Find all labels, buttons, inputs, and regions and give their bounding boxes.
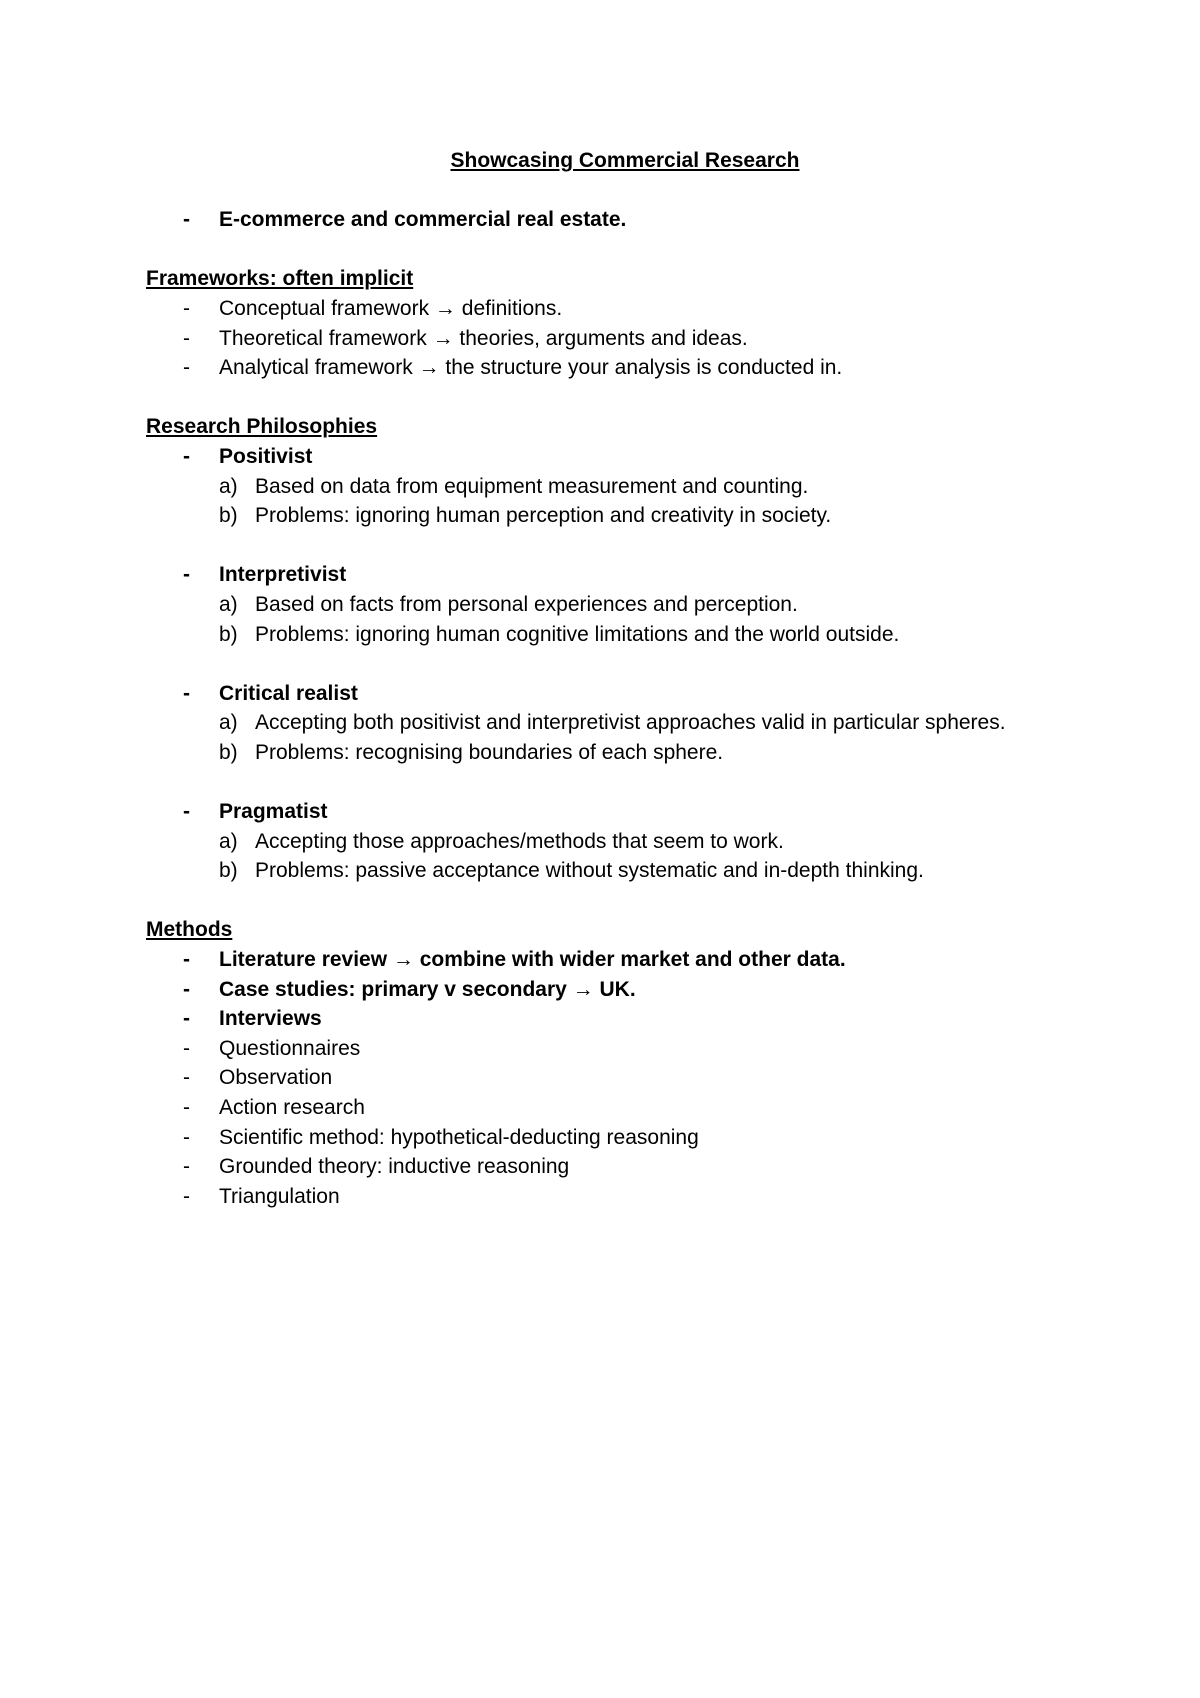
dash-marker: -: [183, 1155, 190, 1179]
methods-list: [146, 945, 1106, 1211]
philosophy-name: [146, 442, 1106, 472]
dash-marker: -: [183, 977, 190, 1001]
philosophy-name-text: Critical realist: [219, 681, 358, 705]
philosophy-point: [146, 827, 1106, 857]
point-text: Problems: passive acceptance without systematic and in-depth thinking.: [255, 859, 924, 883]
point-text: Accepting both positivist and interpretivist approaches valid in particular spheres.: [255, 711, 1006, 735]
intro-item-text: E-commerce and commercial real estate.: [219, 208, 627, 232]
point-marker: a): [219, 474, 238, 498]
method-item: [146, 1063, 1106, 1093]
dash-marker: -: [183, 296, 190, 320]
point-text: Based on facts from personal experiences and perception.: [255, 592, 798, 616]
method-item: [146, 1093, 1106, 1123]
dash-marker: -: [183, 1184, 190, 1208]
point-text: Problems: ignoring human perception and creativity in society.: [255, 504, 832, 528]
philosophies-list: [146, 442, 1106, 916]
method-item-text: Scientific method: hypothetical-deducting reasoning: [219, 1125, 699, 1149]
spacer: [146, 235, 1106, 265]
method-item-text: Action research: [219, 1096, 365, 1119]
philosophy-name: [146, 797, 1106, 827]
point-text: Problems: recognising boundaries of each sphere.: [255, 740, 724, 764]
frameworks-heading: Frameworks: often implicit: [146, 267, 414, 291]
philosophy-name: [146, 679, 1106, 709]
framework-item: [146, 324, 1106, 354]
dash-marker: -: [183, 800, 190, 824]
dash-marker: -: [183, 1036, 190, 1060]
framework-item: [146, 353, 1106, 383]
philosophy-name-text: Interpretivist: [219, 563, 347, 587]
dash-marker: -: [183, 356, 190, 380]
spacer: [146, 531, 1106, 561]
framework-item-text: Analytical framework → the structure your analysis is conducted in.: [219, 356, 843, 380]
point-marker: a): [219, 592, 238, 616]
intro-item: [146, 205, 1106, 235]
framework-item-text: Theoretical framework → theories, arguments and ideas.: [219, 326, 748, 350]
method-item: [146, 1152, 1106, 1182]
philosophy-point: [146, 708, 1106, 738]
point-marker: a): [219, 829, 238, 853]
philosophy-name-text: Pragmatist: [219, 800, 328, 824]
point-marker: b): [219, 622, 238, 646]
point-marker: a): [219, 711, 238, 735]
method-item: [146, 1182, 1106, 1212]
dash-marker: -: [183, 208, 190, 232]
philosophy-point: [146, 501, 1106, 531]
spacer: [146, 767, 1106, 797]
method-item-text: Observation: [219, 1066, 333, 1090]
point-marker: b): [219, 504, 238, 528]
point-marker: b): [219, 859, 238, 883]
dash-marker: -: [183, 1096, 190, 1119]
method-item: [146, 975, 1106, 1005]
method-item-text: Triangulation: [219, 1184, 340, 1208]
document-body: [146, 146, 1106, 1211]
spacer: [146, 176, 1106, 206]
philosophy-point: [146, 472, 1106, 502]
dash-marker: -: [183, 326, 190, 350]
method-item: [146, 1004, 1106, 1034]
philosophies-heading: Research Philosophies: [146, 415, 378, 439]
philosophy-point: [146, 856, 1106, 886]
philosophy-point: [146, 738, 1106, 768]
philosophy-name-text: Positivist: [219, 444, 313, 468]
method-item-text: Case studies: primary v secondary → UK.: [219, 977, 636, 1001]
method-item: [146, 1123, 1106, 1153]
method-item-text: Literature review → combine with wider market and other data.: [219, 948, 846, 972]
method-item-text: Questionnaires: [219, 1036, 361, 1060]
dash-marker: -: [183, 444, 190, 468]
dash-marker: -: [183, 1066, 190, 1090]
philosophy-name: [146, 560, 1106, 590]
spacer: [146, 886, 1106, 916]
point-text: Problems: ignoring human cognitive limitations and the world outside.: [255, 622, 900, 646]
document-title: Showcasing Commercial Research: [450, 149, 800, 172]
dash-marker: -: [183, 948, 190, 972]
method-item-text: Grounded theory: inductive reasoning: [219, 1155, 570, 1179]
frameworks-list: [146, 294, 1106, 383]
dash-marker: -: [183, 1007, 190, 1031]
point-text: Based on data from equipment measurement and counting.: [255, 474, 809, 498]
framework-item-text: Conceptual framework → definitions.: [219, 296, 563, 320]
philosophy-point: [146, 590, 1106, 620]
spacer: [146, 649, 1106, 679]
method-item: [146, 945, 1106, 975]
philosophy-point: [146, 620, 1106, 650]
method-item-text: Interviews: [219, 1007, 322, 1031]
dash-marker: -: [183, 563, 190, 587]
methods-heading: Methods: [146, 918, 233, 942]
point-text: Accepting those approaches/methods that seem to work.: [255, 829, 784, 853]
method-item: [146, 1034, 1106, 1064]
dash-marker: -: [183, 681, 190, 705]
framework-item: [146, 294, 1106, 324]
point-marker: b): [219, 740, 238, 764]
dash-marker: -: [183, 1125, 190, 1149]
spacer: [146, 383, 1106, 413]
